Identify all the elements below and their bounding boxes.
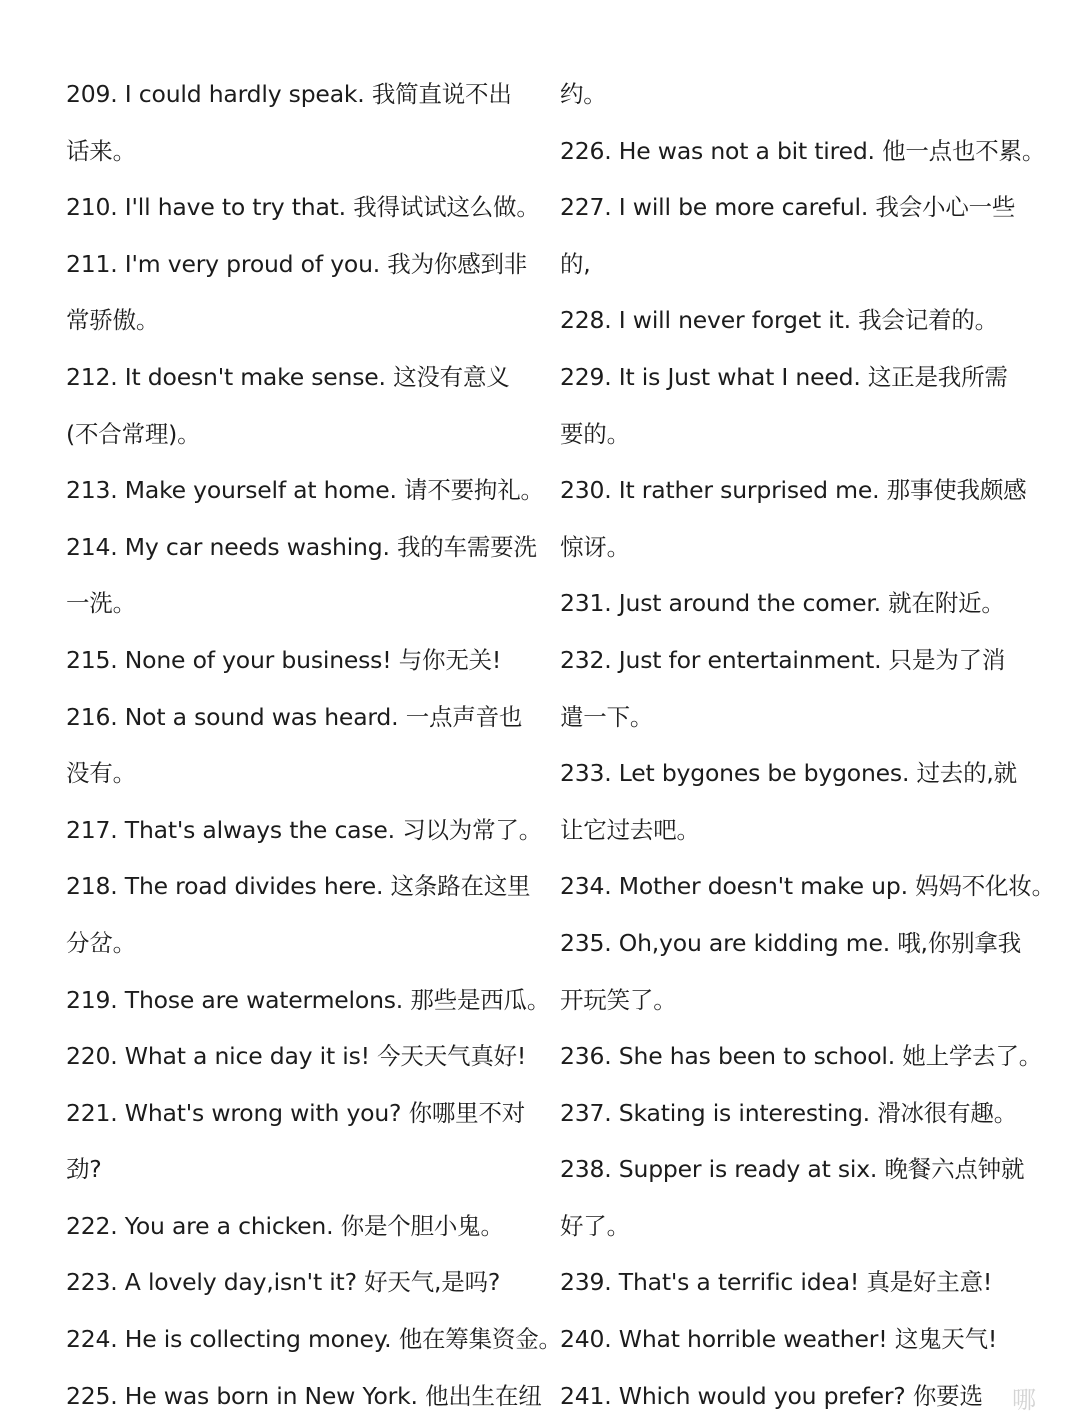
text-line: 232. Just for entertainment. 只是为了消 [560,645,1006,674]
text-line: 212. It doesn't make sense. 这没有意义 [66,362,510,391]
right-column [560,66,1055,1424]
text-line: 遣一下。 [560,702,654,731]
text-line: 要的。 [560,419,630,448]
text-line: 237. Skating is interesting. 滑冰很有趣。 [560,1098,1018,1127]
text-line: 一洗。 [66,589,136,618]
text-line: 劲? [66,1155,102,1184]
text-line: 240. What horrible weather! 这鬼天气! [560,1325,998,1354]
text-line: (不合常理)。 [66,419,201,448]
text-line: 219. Those are watermelons. 那些是西瓜。 [66,985,551,1014]
text-line: 让它过去吧。 [560,815,700,844]
text-line: 216. Not a sound was heard. 一点声音也 [66,702,523,731]
watermark-text: 哪 [1012,1386,1036,1414]
text-line: 215. None of your business! 与你无关! [66,645,502,674]
text-line: 好了。 [560,1211,630,1240]
text-line: 211. I'm very proud of you. 我为你感到非 [66,249,528,278]
text-line: 约。 [560,80,607,108]
text-line: 235. Oh,you are kidding me. 哦,你别拿我 [560,928,1022,957]
text-line: 没有。 [66,759,136,788]
text-line: 的, [560,249,591,278]
text-line: 227. I will be more careful. 我会小心一些 [560,193,1016,222]
text-line: 226. He was not a bit tired. 他一点也不累。 [560,136,1046,165]
text-line: 236. She has been to school. 她上学去了。 [560,1042,1043,1071]
text-line: 常骄傲。 [66,306,160,335]
text-line: 210. I'll have to try that. 我得试试这么做。 [66,193,540,222]
text-line: 221. What's wrong with you? 你哪里不对 [66,1098,526,1127]
text-line: 224. He is collecting money. 他在筹集资金。 [66,1325,562,1354]
text-line: 238. Supper is ready at six. 晚餐六点钟就 [560,1155,1025,1184]
text-line: 239. That's a terrific idea! 真是好主意! [560,1268,993,1297]
text-line: 222. You are a chicken. 你是个胆小鬼。 [66,1211,504,1240]
text-line: 241. Which would you prefer? 你要选 [560,1381,983,1410]
text-line: 228. I will never forget it. 我会记着的。 [560,306,998,335]
text-line: 开玩笑了。 [560,985,677,1014]
text-line: 229. It is Just what I need. 这正是我所需 [560,362,1008,391]
text-line: 220. What a nice day it is! 今天天气真好! [66,1042,527,1071]
text-line: 话来。 [66,136,136,165]
text-line: 分岔。 [66,928,136,957]
text-line: 233. Let bygones be bygones. 过去的,就 [560,759,1017,788]
text-line: 223. A lovely day,isn't it? 好天气,是吗? [66,1268,501,1297]
text-line: 218. The road divides here. 这条路在这里 [66,872,531,901]
text-line: 213. Make yourself at home. 请不要拘礼。 [66,476,544,505]
text-line: 234. Mother doesn't make up. 妈妈不化妆。 [560,872,1055,901]
text-line: 惊讶。 [560,532,630,561]
text-line: 217. That's always the case. 习以为常了。 [66,815,543,844]
text-line: 225. He was born in New York. 他出生在纽 [66,1381,542,1410]
text-line: 214. My car needs washing. 我的车需要洗 [66,532,537,561]
text-line: 231. Just around the comer. 就在附近。 [560,589,1005,618]
text-line: 230. It rather surprised me. 那事使我颇感 [560,476,1027,505]
left-column [66,66,562,1424]
text-line: 209. I could hardly speak. 我简直说不出 [66,80,512,108]
